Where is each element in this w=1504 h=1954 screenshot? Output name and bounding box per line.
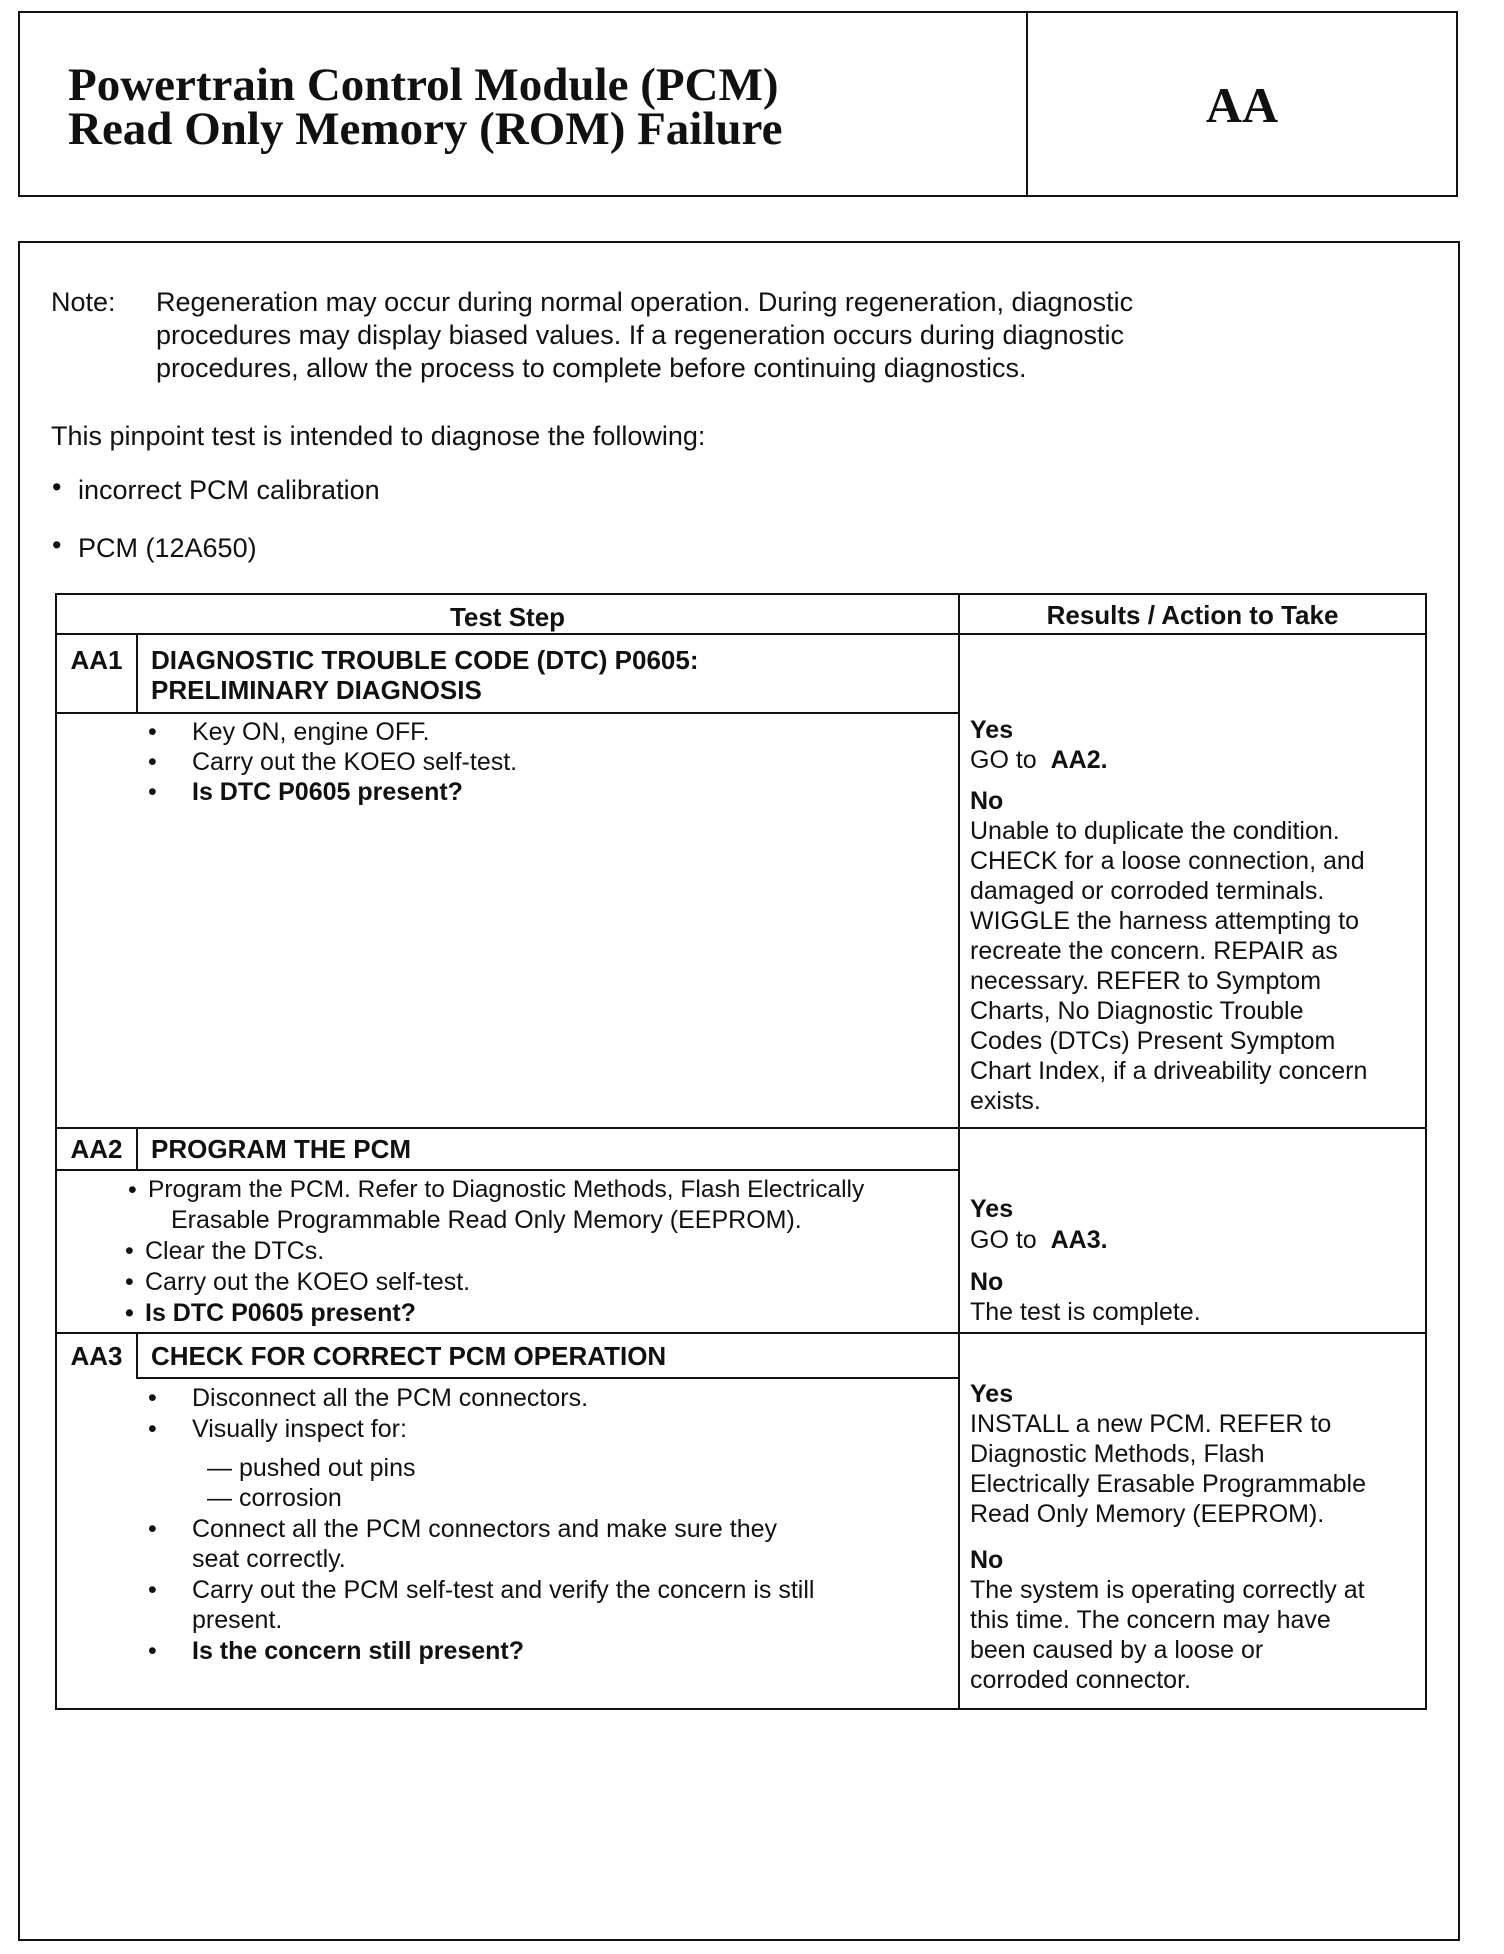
result-line: been caused by a loose or (970, 1636, 1264, 1664)
column-header-test-step: Test Step (449, 602, 566, 632)
result-line: Charts, No Diagnostic Trouble (970, 997, 1304, 1025)
bullet-icon: • (125, 1268, 134, 1296)
table-border-right (1425, 593, 1427, 1710)
result-no-text (970, 816, 1367, 1116)
result-line: damaged or corroded terminals. (970, 877, 1325, 905)
intro-text: This pinpoint test is intended to diagnose the following: (51, 421, 706, 451)
note-line: Regeneration may occur during normal operation. During regeneration, diagnostic (156, 287, 1134, 317)
result-line: necessary. REFER to Symptom (970, 967, 1322, 995)
step-id: AA2 (70, 1134, 123, 1164)
result-line: corroded connector. (970, 1666, 1191, 1694)
result-yes-label: Yes (970, 716, 1014, 744)
step-title-rule (136, 1377, 960, 1379)
result-line: Diagnostic Methods, Flash (970, 1440, 1265, 1468)
instruction: Disconnect all the PCM connectors. (192, 1384, 589, 1412)
bullet-icon: • (148, 1515, 157, 1543)
bullet-icon: • (148, 718, 157, 746)
instruction: seat correctly. (192, 1545, 346, 1573)
step-title-rule (55, 712, 960, 714)
step-title: PROGRAM THE PCM (151, 1134, 411, 1164)
step-id: AA3 (70, 1341, 123, 1371)
result-line: Codes (DTCs) Present Symptom (970, 1027, 1336, 1055)
instruction-question: Is DTC P0605 present? (192, 778, 463, 806)
sub-item: — pushed out pins (207, 1454, 416, 1482)
bullet-icon: • (125, 1299, 134, 1327)
result-yes-target: AA2. (1050, 746, 1108, 774)
column-header-results: Results / Action to Take (1046, 600, 1339, 630)
instruction: Program the PCM. Refer to Diagnostic Methods, Flash Electrically (148, 1176, 865, 1203)
bullet-icon: • (148, 778, 157, 806)
table-column-divider (958, 593, 960, 1710)
result-line: Read Only Memory (EEPROM). (970, 1500, 1325, 1528)
step-row-rule (55, 1332, 1427, 1334)
result-line: INSTALL a new PCM. REFER to (970, 1410, 1332, 1438)
instruction-question: Is the concern still present? (192, 1637, 525, 1665)
result-yes-label: Yes (970, 1195, 1014, 1223)
result-yes-text: GO to (970, 746, 1037, 774)
instruction: Key ON, engine OFF. (192, 718, 430, 746)
result-line: exists. (970, 1087, 1041, 1115)
table-header-rule (55, 633, 1427, 635)
cause-item: PCM (12A650) (78, 533, 257, 563)
instruction-question: Is DTC P0605 present? (145, 1299, 416, 1327)
bullet-icon: • (128, 1176, 137, 1204)
step-title-line: PRELIMINARY DIAGNOSIS (151, 675, 482, 705)
bullet-icon: • (148, 1576, 157, 1604)
step-title-rule (55, 1169, 960, 1171)
result-line: Chart Index, if a driveability concern (970, 1057, 1368, 1085)
bullet-icon: • (148, 1384, 157, 1412)
instruction: Visually inspect for: (192, 1415, 407, 1443)
result-yes-text: GO to (970, 1226, 1037, 1254)
result-yes-action (970, 745, 1108, 775)
result-yes-target: AA3. (1050, 1226, 1108, 1254)
step-title-line: DIAGNOSTIC TROUBLE CODE (DTC) P0605: (151, 645, 699, 675)
page-title-line-1: Powertrain Control Module (PCM) (68, 59, 779, 111)
result-line: recreate the concern. REPAIR as (970, 937, 1338, 965)
result-no-label: No (970, 1268, 1004, 1296)
table-border-bottom (55, 1708, 1427, 1710)
result-line: Electrically Erasable Programmable (970, 1470, 1366, 1498)
note-label: Note: (51, 287, 116, 317)
sub-item: — corrosion (207, 1484, 342, 1512)
note-line: procedures may display biased values. If a regeneration occurs during diagnostic (156, 320, 1125, 350)
result-line: The test is complete. (970, 1298, 1201, 1326)
table-border-top (55, 593, 1427, 595)
cause-item: incorrect PCM calibration (78, 475, 380, 505)
bullet-icon: • (148, 1637, 157, 1665)
note-text (156, 286, 1133, 385)
step-id-divider (136, 1332, 138, 1377)
result-line: Unable to duplicate the condition. (970, 817, 1340, 845)
step-title (151, 645, 699, 705)
pinpoint-code: AA (1205, 77, 1279, 133)
step-title: CHECK FOR CORRECT PCM OPERATION (151, 1341, 667, 1371)
bullet-icon: • (125, 1237, 134, 1265)
step-id-divider (136, 1127, 138, 1169)
instruction: Clear the DTCs. (145, 1237, 325, 1265)
result-no-text (970, 1575, 1365, 1695)
instruction: Connect all the PCM connectors and make sure they (192, 1515, 778, 1543)
step-id: AA1 (70, 645, 123, 675)
result-no-label: No (970, 1546, 1004, 1574)
result-line: CHECK for a loose connection, and (970, 847, 1365, 875)
result-yes-action (970, 1225, 1108, 1255)
instruction: Carry out the KOEO self-test. (145, 1268, 471, 1296)
page-title-line-2: Read Only Memory (ROM) Failure (68, 103, 783, 155)
bullet-icon: • (52, 530, 62, 560)
instruction: Carry out the PCM self-test and verify the concern is still (192, 1576, 815, 1604)
step-row-rule (55, 1127, 1427, 1129)
result-no-label: No (970, 787, 1004, 815)
result-yes-label: Yes (970, 1380, 1014, 1408)
instruction: present. (192, 1606, 283, 1634)
note-line: procedures, allow the process to complete before continuing diagnostics. (156, 353, 1027, 383)
instruction: Erasable Programmable Read Only Memory (EEPROM). (171, 1206, 802, 1234)
instruction: Carry out the KOEO self-test. (192, 748, 518, 776)
result-line: this time. The concern may have (970, 1606, 1331, 1634)
result-line: WIGGLE the harness attempting to (970, 907, 1360, 935)
step-id-divider (136, 633, 138, 712)
bullet-icon: • (148, 748, 157, 776)
bullet-icon: • (52, 472, 62, 502)
result-yes-text (970, 1409, 1366, 1529)
result-line: The system is operating correctly at (970, 1576, 1365, 1604)
bullet-icon: • (148, 1415, 157, 1443)
